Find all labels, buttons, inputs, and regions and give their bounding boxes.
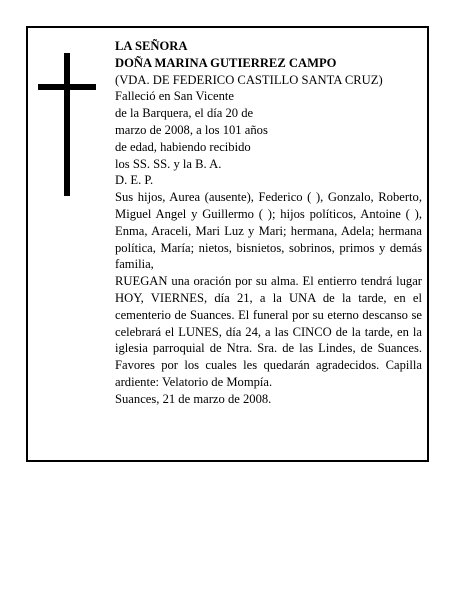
ruegan-paragraph: RUEGAN una oración por su alma. El entierro tendrá lugar HOY, VIERNES, día 21, a la UNA de la tarde, en el cementerio de Suances. El funeral por su eterno descanso se celebrará el LUNES, día 24, a las CINCO de la tarde, en la iglesia parroquial de Ntra. Sra. de las Lindes, de Suances. Favores por los cuales les quedarán agradecidos. Capilla ardiente: Velatorio de Mompía. — [115, 274, 422, 389]
death-line-2: de la Barquera, el día 20 de — [115, 106, 254, 121]
death-line-1: Falleció en San Vicente — [115, 89, 234, 104]
family-paragraph: Sus hijos, Aurea (ausente), Federico ( ), Gonzalo, Roberto, Miguel Angel y Guillermo ( ); hijos políticos, Antoine ( ), Enma, Araceli, Mari Luz y Mari; hermana, Adela; hermana política, María; nietos, bisnietos, sobrinos, primos y demás familia, — [115, 190, 422, 272]
obituary-text — [115, 38, 422, 408]
rip-line: D. E. P. — [115, 173, 154, 188]
death-line-3: marzo de 2008, a los 101 años — [115, 122, 268, 137]
cross-icon-horizontal-bar — [38, 84, 96, 90]
widow-of: (VDA. DE FEDERICO CASTILLO SANTA CRUZ) — [115, 72, 383, 87]
death-line-5: los SS. SS. y la B. A. — [115, 156, 222, 171]
title-line: LA SEÑORA — [115, 39, 188, 53]
death-line-4: de edad, habiendo recibido — [115, 139, 251, 154]
deceased-name: DOÑA MARINA GUTIERREZ CAMPO — [115, 55, 337, 70]
footer-line: Suances, 21 de marzo de 2008. — [115, 391, 272, 406]
cross-icon-vertical-bar — [64, 53, 70, 196]
